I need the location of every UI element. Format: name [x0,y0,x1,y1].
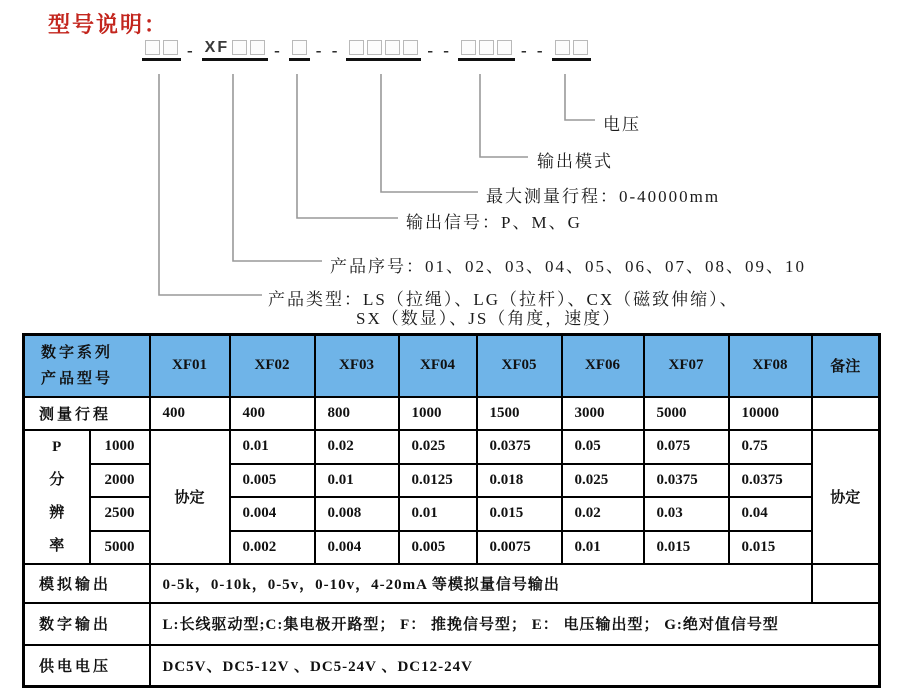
spec-cell: 0.01 [230,430,315,464]
format-separator: - - [315,41,341,60]
spec-cell: 0.015 [477,497,562,531]
header-series-cell [24,335,150,397]
label-product-serial: 产品序号：01、02、03、04、05、06、07、08、09、10 [330,257,806,276]
header-series-line1: 数字系列 [41,344,114,361]
stroke-label: 测量行程 [24,397,150,430]
spec-cell: 3000 [562,397,644,430]
spec-cell: 0.04 [729,497,812,531]
resolution-label [24,430,90,564]
leader-line-product-type [159,74,262,295]
digital-output-label: 数字输出 [24,603,150,645]
analog-output-label: 模拟输出 [24,564,150,603]
spec-cell: 0.008 [315,497,399,531]
spec-cell: 0.0075 [477,531,562,564]
spec-cell: 0.01 [399,497,477,531]
resolution-level: 2500 [90,497,150,531]
header-model: XF02 [230,335,315,397]
spec-cell: 0.005 [399,531,477,564]
header-model: XF01 [150,335,230,397]
header-remark: 备注 [812,335,880,397]
spec-cell: 0.075 [644,430,729,464]
header-model: XF03 [315,335,399,397]
spec-cell: 0.75 [729,430,812,464]
label-output-signal: 输出信号：P、M、G [406,213,582,232]
spec-cell: 0.02 [562,497,644,531]
analog-output-value: 0-5k，0-10k，0-5v，0-10v，4-20mA 等模拟量信号输出 [150,564,812,603]
label-voltage: 电压 [603,115,641,134]
resolution-label-char: P [52,438,62,455]
spec-cell: 10000 [729,397,812,430]
label-max-stroke: 最大测量行程：0-40000mm [486,187,721,206]
spec-cell: 0.025 [399,430,477,464]
format-separator: - - [427,41,452,60]
remark-merged-cell: 协定 [812,430,880,564]
spec-cell: 0.005 [230,464,315,497]
analog-output-row [24,564,880,603]
spec-cell: 800 [315,397,399,430]
spec-cell: 0.01 [562,531,644,564]
spec-cell: 0.05 [562,430,644,464]
format-separator: - - [520,41,546,60]
power-supply-label: 供电电压 [24,645,150,687]
table-header-row [24,335,880,397]
spec-cell: 0.004 [315,531,399,564]
spec-cell: 0.0375 [477,430,562,464]
spec-cell: 1000 [399,397,477,430]
remark-cell-empty [812,564,880,603]
resolution-level: 2000 [90,464,150,497]
header-series-line2: 产品型号 [41,370,114,387]
spec-cell: 0.01 [315,464,399,497]
spec-cell: 0.015 [729,531,812,564]
remark-cell-empty [812,397,880,430]
resolution-label-char: 率 [49,537,65,554]
resolution-row [24,430,880,464]
spec-cell: 400 [230,397,315,430]
digital-output-value: L:长线驱动型;C:集电极开路型； F： 推挽信号型； E： 电压输出型； G:绝对值信号型 [150,603,880,645]
spec-cell: 0.0375 [644,464,729,497]
digital-output-row [24,603,880,645]
spec-cell: 0.0375 [729,464,812,497]
spec-cell: 0.02 [315,430,399,464]
leader-line-output-mode [480,74,528,157]
spec-cell: 0.03 [644,497,729,531]
resolution-label-char: 分 [49,471,65,488]
spec-cell: 0.025 [562,464,644,497]
xf01-merged-cell: 协定 [150,430,230,564]
format-separator: - [187,41,196,60]
leader-line-output-signal [297,74,398,218]
label-product-type-line2: SX（数显）、JS（角度，速度） [356,309,622,328]
header-model: XF04 [399,335,477,397]
leader-line-voltage [565,74,595,120]
page-title: 型号说明： [48,12,169,37]
spec-cell: 1500 [477,397,562,430]
leader-lines [0,0,909,330]
resolution-level: 5000 [90,531,150,564]
resolution-level: 1000 [90,430,150,464]
format-separator: - [274,41,283,60]
leader-line-max-stroke [381,74,478,192]
header-model: XF05 [477,335,562,397]
header-model: XF06 [562,335,644,397]
spec-cell: 0.004 [230,497,315,531]
stroke-row [24,397,880,430]
spec-cell: 0.015 [644,531,729,564]
spec-cell: 0.018 [477,464,562,497]
power-supply-value: DC5V、DC5-12V 、DC5-24V 、DC12-24V [150,645,880,687]
spec-cell: 400 [150,397,230,430]
leader-line-product-serial [233,74,322,261]
spec-cell: 0.0125 [399,464,477,497]
spec-cell: 5000 [644,397,729,430]
resolution-label-char: 辨 [49,504,65,521]
spec-cell: 0.002 [230,531,315,564]
format-prefix-text: XF [204,39,230,56]
header-model: XF07 [644,335,729,397]
label-product-type-line1: 产品类型：LS（拉绳）、LG（拉杆）、CX（磁致伸缩）、 [268,290,739,309]
label-output-mode: 输出模式 [537,152,613,171]
spec-table [22,333,881,688]
power-supply-row [24,645,880,687]
header-model: XF08 [729,335,812,397]
